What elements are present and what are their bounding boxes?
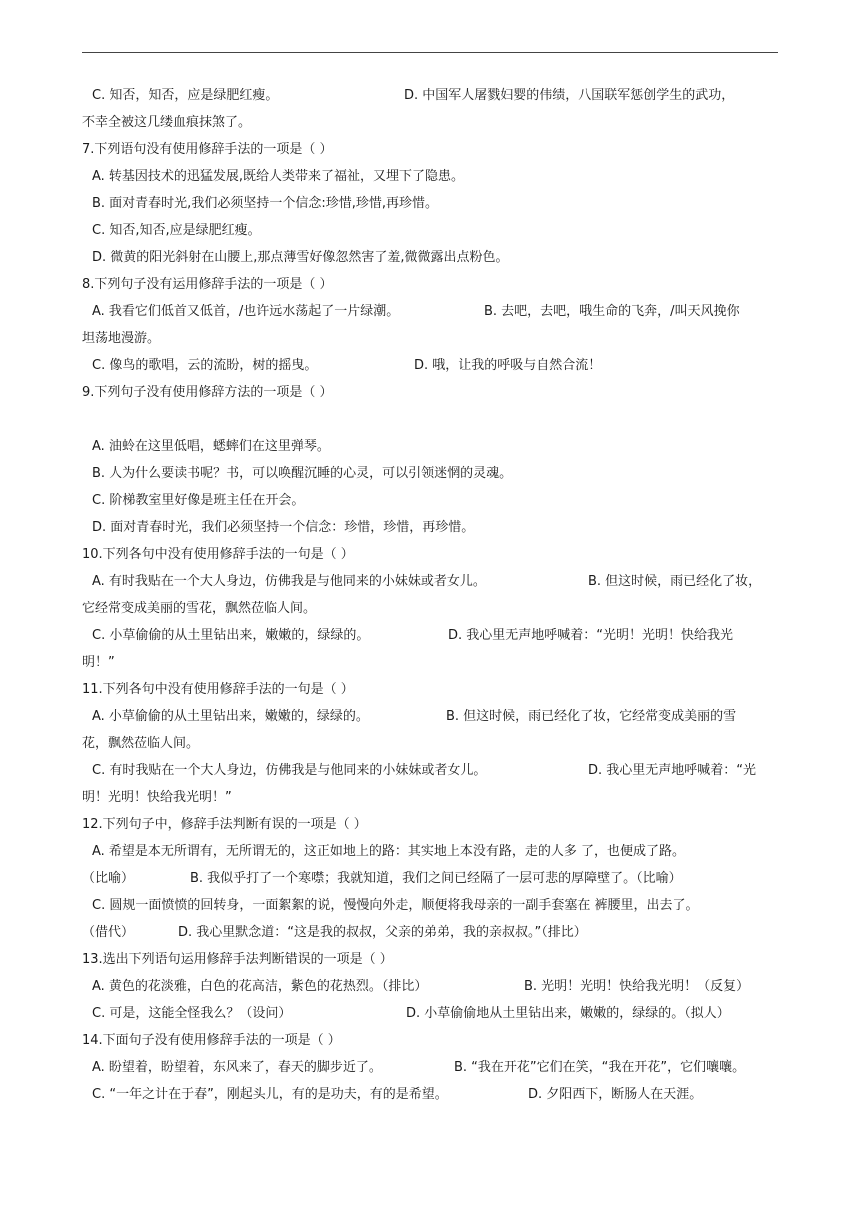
text-line: 11.下列各句中没有使用修辞手法的一句是（ ） <box>82 682 354 697</box>
text-line: 14.下面句子没有使用修辞手法的一项是（ ） <box>82 1033 341 1048</box>
text-line: C. 知否,知否,应是绿肥红瘦。 <box>92 223 261 238</box>
text-line: D. 微黄的阳光斜射在山腰上,那点薄雪好像忽然害了羞,微微露出点粉色。 <box>92 250 509 265</box>
text-line: D. 夕阳西下，断肠人在天涯。 <box>528 1087 703 1102</box>
text-line: A. 我看它们低首又低首，/也许远水荡起了一片绿潮。 <box>92 304 400 319</box>
text-line: A. 油蛉在这里低唱，蟋蟀们在这里弹琴。 <box>92 439 330 454</box>
text-line: （借代） <box>82 925 135 940</box>
text-line: B. 但这时候，雨已经化了妆， <box>588 574 762 589</box>
text-line: 13.选出下列语句运用修辞手法判断错误的一项是（ ） <box>82 952 393 967</box>
text-line: 明！” <box>82 655 115 670</box>
text-line: D. 中国军人屠戮妇婴的伟绩，八国联军惩创学生的武功， <box>404 88 735 103</box>
text-line: 8.下列句子没有运用修辞手法的一项是（ ） <box>82 277 333 292</box>
text-line: B. 光明！光明！快给我光明！（反复） <box>524 979 750 994</box>
header-rule <box>82 52 778 53</box>
text-line: C. 小草偷偷的从土里钻出来，嫩嫩的，绿绿的。 <box>92 628 370 643</box>
text-line: B. 去吧，去吧，哦生命的飞奔，/叫天风挽你 <box>484 304 740 319</box>
text-line: A. 转基因技术的迅猛发展,既给人类带来了福祉，又埋下了隐患。 <box>92 169 465 184</box>
text-line: C. 像鸟的歌唱，云的流盼，树的摇曳。 <box>92 358 318 373</box>
text-line: 9.下列句子没有使用修辞方法的一项是（ ） <box>82 385 333 400</box>
text-line: A. 小草偷偷的从土里钻出来，嫩嫩的，绿绿的。 <box>92 709 369 724</box>
text-line: C. 有时我贴在一个大人身边，仿佛我是与他同来的小妹妹或者女儿。 <box>92 763 487 778</box>
text-line: D. 我心里无声地呼喊着：“光 <box>588 763 757 778</box>
text-line: 12.下列句子中，修辞手法判断有误的一项是（ ） <box>82 817 367 832</box>
text-line: B. 人为什么要读书呢？书，可以唤醒沉睡的心灵，可以引领迷惘的灵魂。 <box>92 466 513 481</box>
text-line: A. 盼望着，盼望着，东风来了，春天的脚步近了。 <box>92 1060 382 1075</box>
text-line: C. 阶梯教室里好像是班主任在开会。 <box>92 493 305 508</box>
text-line: A. 有时我贴在一个大人身边，仿佛我是与他同来的小妹妹或者女儿。 <box>92 574 486 589</box>
text-line: 它经常变成美丽的雪花，飘然莅临人间。 <box>82 601 317 616</box>
text-line: D. 哦，让我的呼吸与自然合流！ <box>414 358 602 373</box>
text-line: C. 圆规一面愤愤的回转身，一面絮絮的说，慢慢向外走，顺便将我母亲的一副手套塞在 裤腰里，出去了。 <box>92 898 699 913</box>
text-line: B. “我在开花”它们在笑，“我在开花”，它们嚷嚷。 <box>454 1060 746 1075</box>
text-line: C. “一年之计在于春”，刚起头儿，有的是功夫，有的是希望。 <box>92 1087 448 1102</box>
text-line: 不幸全被这几缕血痕抹煞了。 <box>82 115 252 130</box>
text-line: （比喻） <box>82 871 135 886</box>
text-line: D. 我心里默念道：“这是我的叔叔，父亲的弟弟，我的亲叔叔。”（排比） <box>178 925 587 940</box>
text-line: D. 小草偷偷地从土里钻出来，嫩嫩的，绿绿的。（拟人） <box>406 1006 730 1021</box>
text-line: B. 但这时候，雨已经化了妆，它经常变成美丽的雪 <box>446 709 737 724</box>
text-line: B. 我似乎打了一个寒噤；我就知道，我们之间已经隔了一层可悲的厚障壁了。（比喻） <box>190 871 682 886</box>
text-line: 明！光明！快给我光明！” <box>82 790 232 805</box>
text-line: 7.下列语句没有使用修辞手法的一项是（ ） <box>82 142 333 157</box>
text-line: B. 面对青春时光,我们必须坚持一个信念:珍惜,珍惜,再珍惜。 <box>92 196 438 211</box>
text-line: A. 黄色的花淡雅，白色的花高洁，紫色的花热烈。（排比） <box>92 979 428 994</box>
text-line: C. 知否，知否，应是绿肥红瘦。 <box>92 88 279 103</box>
text-line: 坦荡地漫游。 <box>82 331 161 346</box>
text-line: C. 可是，这能全怪我么？（设问） <box>92 1006 292 1021</box>
text-line: D. 面对青春时光，我们必须坚持一个信念：珍惜，珍惜，再珍惜。 <box>92 520 475 535</box>
text-line: A. 希望是本无所谓有，无所谓无的，这正如地上的路：其实地上本没有路，走的人多 了，也便成了路。 <box>92 844 686 859</box>
text-line: D. 我心里无声地呼喊着：“光明！光明！快给我光 <box>448 628 734 643</box>
text-line: 花，飘然莅临人间。 <box>82 736 200 751</box>
text-line: 10.下列各句中没有使用修辞手法的一句是（ ） <box>82 547 354 562</box>
